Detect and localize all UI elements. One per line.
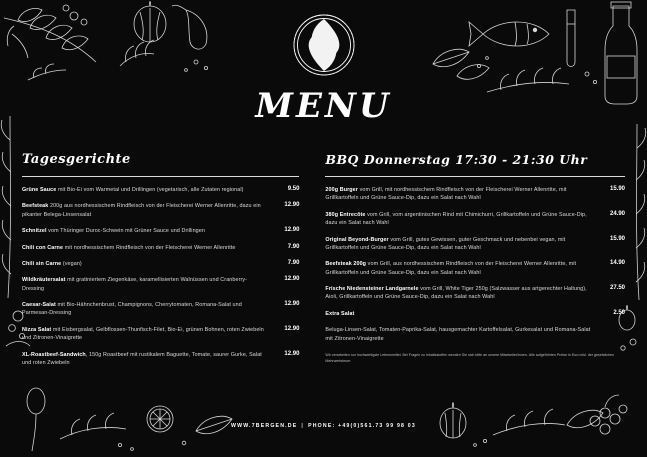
menu-item-text	[22, 244, 275, 252]
menu-item-desc: mit Eisbergsalat, Gelbflossen-Thunfisch-Filet, Bio-Ei, grünen Bohnen, roten Zwiebeln und Zitronen-Vinaigrette	[22, 326, 264, 342]
menu-item-desc: vom Grill, aus nordhessischem Rindfleisch von der Fleischerei Werner Allenritte, mit Grillkartoffeln und Grüne Sauce-Dip, dazu ein Salat nach Wahl	[325, 261, 577, 276]
menu-item-price: 2.50	[613, 309, 625, 316]
menu-item-text	[325, 326, 601, 343]
menu-item-desc: Beluga-Linsen-Salat, Tomaten-Paprika-Salat, hausgemachter Kartoffelsalat, Gurkesalat und Romana-Salat mit Zitronen-Vinaigrette	[325, 327, 591, 342]
menu-item-desc: mit Bio-Hähnchenbrust, Champignons, Cherrytomaten, Romana-Salat und Parmesan-Dressing	[22, 302, 242, 317]
menu-item-text	[22, 227, 275, 235]
menu-item-text	[22, 326, 275, 343]
menu-item	[325, 326, 625, 343]
menu-item-name: XL-Roastbeef-Sandwich	[22, 351, 86, 358]
daily-dishes-column	[22, 152, 311, 402]
menu-item-price: 12.90	[284, 350, 300, 357]
menu-item	[22, 260, 299, 268]
menu-item	[325, 186, 625, 203]
bbq-thursday-column	[311, 152, 625, 402]
menu-item-text	[22, 186, 275, 194]
menu-item	[22, 276, 299, 293]
menu-item-price: 9.50	[287, 186, 300, 192]
menu-item	[22, 186, 299, 194]
heading-divider-left	[22, 176, 299, 177]
menu-item-name: Wildkräutersalat	[22, 277, 66, 284]
menu-item-name: Extra Salat	[325, 310, 355, 317]
menu-item-name: Caesar-Salat	[22, 302, 56, 308]
menu-item-desc: vom Grill, vom argentinischen Rind mit Chimichurri, Grillkartoffeln und Grüne Sauce-Dip, dazu ein Salat nach Wahl	[325, 211, 587, 227]
menu-item-name: Chili sin Carne	[22, 260, 62, 267]
menu-item-text	[325, 285, 601, 302]
menu-item	[22, 202, 299, 219]
menu-item-desc: vom Thüringer Duroc-Schwein mit Grüner Sauce und Drillingen	[46, 228, 205, 235]
menu-item-desc: (vegan)	[61, 260, 82, 267]
footer-contact	[0, 423, 647, 429]
menu-item-desc: mit Bio-Ei vom Warmetal und Drillingen (vegetarisch, alle Zutaten regional)	[56, 187, 244, 193]
menu-item-text	[22, 276, 275, 293]
menu-item-text	[22, 301, 275, 318]
fortune-cookie-emblem-icon	[287, 8, 361, 82]
footer-website[interactable]: WWW.7BERGEN.DE	[231, 423, 298, 429]
menu-item-price: 15.90	[609, 235, 625, 242]
menu-item-price: 12.90	[284, 325, 300, 332]
heading-divider-right	[325, 176, 625, 177]
menu-item-name: Schnitzel	[22, 228, 47, 235]
menu-item	[22, 326, 299, 343]
menu-item-desc: , 150g Roastbeef mit rustikalem Baguette, Tomate, saurer Gurke, Salat und roten Zwiebeln	[22, 351, 262, 366]
menu-columns	[0, 152, 647, 402]
menu-item-name: Frische Niedensteiner Landgarnele	[325, 286, 419, 292]
footer-phone[interactable]: PHONE: +49(0)561.73 99 98 03	[308, 423, 416, 429]
menu-item-text	[22, 260, 275, 268]
menu-item-text	[325, 310, 601, 318]
menu-item-name: 380g Entrecôte	[325, 211, 366, 218]
menu-item-name: Beefsteak 200g	[325, 261, 367, 268]
menu-item	[325, 285, 625, 302]
menu-item-price: 12.90	[284, 276, 300, 283]
daily-dishes-heading: Tagesgerichte	[22, 152, 131, 167]
menu-item-price: 12.90	[284, 227, 300, 234]
menu-item	[325, 310, 625, 318]
menu-item	[22, 227, 299, 235]
menu-item-text	[325, 260, 601, 277]
menu-item-text	[325, 236, 601, 253]
bbq-heading: BBQ Donnerstag 17:30 - 21:30 Uhr	[325, 152, 588, 167]
allergen-fineprint: Wir verarbeiten nur hochwertigste Lebensmittel. Bei Fragen zu Inhaltsstoffen wenden Sie sich bitte an unsere Mitarbeiter/innen. Alle aufgeführten Preise in Euro inkl. der gesetzlichen Mehrwertsteuer.	[325, 352, 615, 363]
menu-item-price: 15.90	[609, 186, 625, 192]
menu-item-price: 14.90	[609, 260, 625, 267]
menu-item-price: 27.50	[609, 285, 625, 291]
menu-item-price: 7.90	[287, 243, 300, 250]
menu-item-name: Grüne Sauce	[22, 187, 57, 193]
menu-item-price: 24.90	[609, 210, 625, 217]
menu-item	[325, 260, 625, 277]
menu-item-name: Nizza Salat	[22, 326, 52, 333]
menu-item-name: 200g Burger	[325, 187, 358, 193]
menu-item-desc: mit nordhessischem Rindfleisch von der Fleischerei Werner Allenritte	[63, 244, 236, 251]
menu-item-desc: mit gratiniertem Ziegenkäse, karamellisierten Walnüssen und Cranberry-Dressing	[22, 277, 248, 292]
menu-item-desc: vom Grill, gutes Gewissen, guter Geschmack und nebenbei vegan, mit Grillkartoffeln und Grüne Sauce-Dip, dazu ein Salat nach Wahl	[325, 236, 566, 251]
menu-item-name: Original Beyond-Burger	[325, 236, 389, 243]
menu-item	[22, 244, 299, 252]
menu-item-price: 7.90	[287, 259, 300, 266]
menu-item-price: 12.90	[284, 202, 300, 209]
menu-item-name: Chili con Carne	[22, 244, 64, 251]
menu-item-text	[325, 211, 601, 228]
menu-item-desc: vom Grill, mit nordhessischem Rindfleisch von der Fleischerei Werner Allenritte, mit Grillkartoffeln und Grüne Sauce-Dip, dazu ein Salat nach Wahl	[325, 187, 567, 202]
page-title: MENU	[255, 86, 392, 126]
menu-item	[22, 351, 299, 368]
menu-item	[325, 211, 625, 228]
menu-item-price: 12.90	[284, 301, 300, 307]
footer-separator: |	[301, 423, 305, 429]
menu-item-text	[325, 186, 601, 203]
menu-item	[22, 301, 299, 318]
menu-item-desc: vom Grill, White Tiger 250g (Salzwasser aus artgerechter Haltung), Aioli, Grillkartoffeln und Grüne Sauce-Dip, dazu ein Salat nach Wahl	[325, 286, 587, 301]
menu-item-text	[22, 202, 275, 219]
brand-header	[0, 8, 647, 126]
menu-item-name: Beefsteak	[22, 203, 49, 210]
menu-item	[325, 236, 625, 253]
menu-item-text	[22, 351, 275, 368]
menu-item-desc: 200g aus nordhessischem Rindfleisch von der Fleischerei Werner Allenritte, dazu ein pikanter Belega-Linsensalat	[22, 203, 261, 218]
